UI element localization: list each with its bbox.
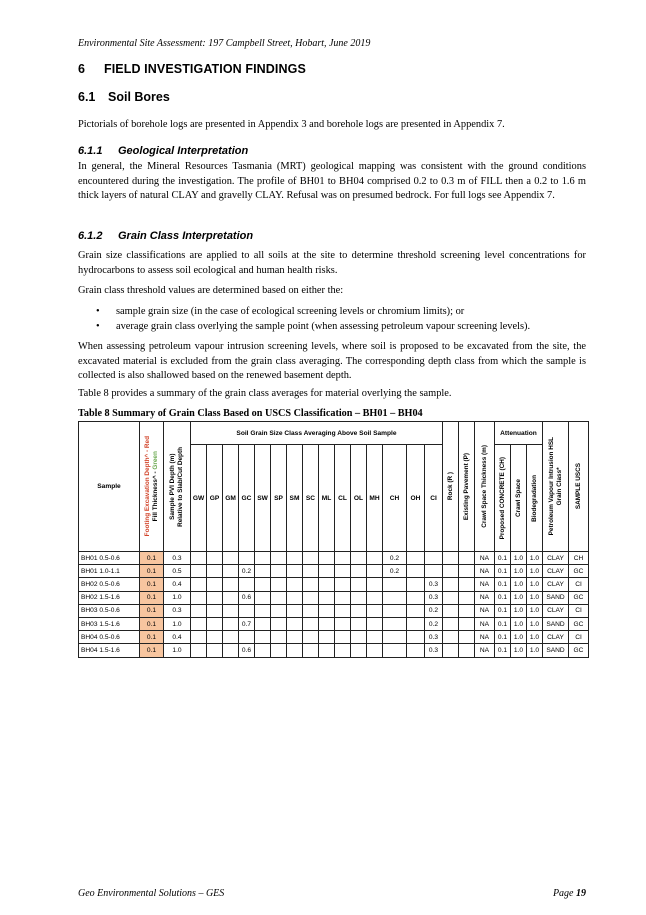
cell-hsl-grain-class: CLAY: [543, 631, 569, 644]
cell-soil-value: [367, 631, 383, 644]
section-number: 6: [78, 62, 86, 76]
cell-sample-uscs: CH: [569, 552, 589, 565]
header-soil-col: MH: [367, 445, 383, 552]
header-soil-col: CH: [383, 445, 407, 552]
cell-soil-value: [287, 604, 303, 617]
cell-soil-value: [255, 644, 271, 657]
cell-hsl-grain-class: CLAY: [543, 552, 569, 565]
header-crawl-thickness: Crawl Space Thickness (m): [475, 422, 495, 552]
cell-soil-value: [207, 565, 223, 578]
header-pvi-line1: Sample PVI Depth (m): [169, 453, 176, 520]
cell-soil-value: [319, 565, 335, 578]
cell-concrete: 0.1: [495, 552, 511, 565]
geo-paragraph: In general, the Mineral Resources Tasmania (MRT) geological mapping was consistent with the ground conditions encountered during the investigation. The profile of BH01 to BH04 comprised 0.2 to 0.3 m of FILL then a 0.2 to 1.6 m thick layers of natural CLAY and gravelly CLAY. Refusal was on presumed bedrock. For full logs see Appendix 7.: [78, 161, 586, 202]
cell-soil-value: [271, 565, 287, 578]
cell-soil-value: [407, 591, 425, 604]
cell-soil-value: [351, 604, 367, 617]
header-soil-col: CL: [335, 445, 351, 552]
table-row: [79, 591, 589, 604]
header-soil-col: GW: [191, 445, 207, 552]
cell-crawl-space: 1.0: [511, 617, 527, 630]
section-title: FIELD INVESTIGATION FINDINGS: [104, 62, 306, 76]
cell-soil-value: [335, 578, 351, 591]
cell-soil-value: [255, 565, 271, 578]
header-soil-col: SW: [255, 445, 271, 552]
cell-crawl-thickness: NA: [475, 565, 495, 578]
cell-soil-value: [319, 631, 335, 644]
section-heading: [78, 62, 306, 76]
cell-sample-uscs: GC: [569, 617, 589, 630]
cell-soil-value: [287, 565, 303, 578]
cell-sample-uscs: CI: [569, 578, 589, 591]
cell-soil-value: [191, 552, 207, 565]
cell-soil-value: [223, 552, 239, 565]
geo-heading: [78, 145, 248, 157]
cell-sample: BH04 0.5-0.6: [79, 631, 140, 644]
cell-soil-value: [223, 565, 239, 578]
cell-soil-value: [319, 644, 335, 657]
header-hsl-grain-class: Petroleum Vapour Intrusion HSL Grain Class*: [543, 422, 569, 552]
cell-biodegradation: 1.0: [527, 552, 543, 565]
cell-hsl-grain-class: CLAY: [543, 578, 569, 591]
intro-paragraph: Pictorials of borehole logs are presented in Appendix 3 and borehole logs are presented in Appendix 7.: [78, 119, 505, 130]
grain-paragraph-3: When assessing petroleum vapour intrusion screening levels, where soil is proposed to be excavated from the site, the excavated material is excluded from the grain class averaging. The corresponding depth class from which the sample is collected is also shallowed based on the renewed basement depth.: [78, 341, 586, 382]
cell-soil-value: [335, 617, 351, 630]
cell-soil-value: [335, 644, 351, 657]
table-row: [79, 644, 589, 657]
cell-pavement: [459, 565, 475, 578]
cell-biodegradation: 1.0: [527, 644, 543, 657]
grain-class-table: [78, 421, 589, 658]
cell-soil-value: [223, 578, 239, 591]
cell-soil-value: [191, 617, 207, 630]
cell-soil-value: [207, 604, 223, 617]
subsection-title: Soil Bores: [108, 90, 170, 104]
cell-soil-value: [207, 631, 223, 644]
cell-sample: BH04 1.5-1.6: [79, 644, 140, 657]
cell-concrete: 0.1: [495, 578, 511, 591]
cell-soil-value: [271, 552, 287, 565]
header-pavement: Existing Pavement (P): [459, 422, 475, 552]
cell-biodegradation: 1.0: [527, 617, 543, 630]
header-soil-col: ML: [319, 445, 335, 552]
cell-soil-value: [351, 552, 367, 565]
cell-soil-value: [407, 604, 425, 617]
header-attenuation-group: Attenuation: [495, 422, 543, 445]
cell-soil-value: 0.6: [239, 591, 255, 604]
cell-biodegradation: 1.0: [527, 604, 543, 617]
cell-soil-value: [287, 591, 303, 604]
grain-paragraph-4: Table 8 provides a summary of the grain class averages for material overlying the sample.: [78, 388, 452, 399]
bullet-text: sample grain size (in the case of ecological screening levels or chromium limits); or: [116, 306, 465, 317]
cell-fill-depth: 0.1: [140, 591, 164, 604]
cell-sample-uscs: GC: [569, 565, 589, 578]
header-fill-green: Green: [151, 451, 159, 470]
cell-soil-value: [367, 604, 383, 617]
cell-soil-value: 0.3: [425, 631, 443, 644]
cell-soil-value: [287, 552, 303, 565]
header-soil-col: GC: [239, 445, 255, 552]
cell-soil-value: [303, 631, 319, 644]
cell-soil-value: 0.2: [383, 552, 407, 565]
cell-soil-value: [207, 644, 223, 657]
cell-soil-value: 0.3: [425, 644, 443, 657]
cell-soil-value: [223, 604, 239, 617]
cell-soil-value: [223, 631, 239, 644]
cell-soil-value: [319, 591, 335, 604]
cell-pvi-depth: 1.0: [164, 644, 191, 657]
cell-biodegradation: 1.0: [527, 631, 543, 644]
cell-soil-value: [335, 591, 351, 604]
cell-sample: BH02 1.5-1.6: [79, 591, 140, 604]
table-row: [79, 565, 589, 578]
cell-soil-value: [303, 565, 319, 578]
cell-soil-value: [335, 565, 351, 578]
cell-soil-value: [407, 552, 425, 565]
cell-fill-depth: 0.1: [140, 617, 164, 630]
footer-page: Page 19: [552, 888, 586, 899]
header-pvi-line2: Relative to Slab/Cut Depth: [177, 446, 184, 527]
cell-soil-value: [207, 578, 223, 591]
header-soil-group: Soil Grain Size Class Averaging Above Soil Sample: [191, 422, 443, 445]
bullet-icon: •: [96, 306, 100, 317]
cell-soil-value: [319, 578, 335, 591]
cell-soil-value: [303, 644, 319, 657]
header-soil-col: OH: [407, 445, 425, 552]
cell-pavement: [459, 591, 475, 604]
header-footing-red: Footing Excavation Depth^ - Red: [143, 436, 151, 537]
header-soil-col: GP: [207, 445, 223, 552]
cell-sample: BH01 1.0-1.1: [79, 565, 140, 578]
cell-rock: [443, 617, 459, 630]
cell-soil-value: [239, 604, 255, 617]
cell-soil-value: [407, 565, 425, 578]
cell-pavement: [459, 578, 475, 591]
cell-soil-value: [303, 552, 319, 565]
header-soil-col: GM: [223, 445, 239, 552]
cell-soil-value: [287, 631, 303, 644]
cell-soil-value: [425, 565, 443, 578]
cell-concrete: 0.1: [495, 565, 511, 578]
cell-soil-value: [271, 604, 287, 617]
cell-soil-value: [367, 591, 383, 604]
cell-soil-value: [335, 631, 351, 644]
page-number: 19: [576, 888, 586, 899]
cell-soil-value: [271, 591, 287, 604]
cell-sample-uscs: CI: [569, 631, 589, 644]
header-concrete: Proposed CONCRETE (CH): [495, 445, 511, 552]
cell-soil-value: [271, 631, 287, 644]
cell-soil-value: [351, 631, 367, 644]
cell-soil-value: [319, 552, 335, 565]
cell-crawl-space: 1.0: [511, 604, 527, 617]
cell-soil-value: 0.6: [239, 644, 255, 657]
cell-soil-value: [207, 591, 223, 604]
cell-soil-value: [367, 565, 383, 578]
cell-soil-value: [351, 591, 367, 604]
cell-pavement: [459, 644, 475, 657]
cell-sample: BH01 0.5-0.6: [79, 552, 140, 565]
cell-soil-value: [425, 552, 443, 565]
cell-soil-value: 0.3: [425, 591, 443, 604]
running-header: Environmental Site Assessment: 197 Campbell Street, Hobart, June 2019: [78, 38, 371, 49]
cell-soil-value: [319, 604, 335, 617]
cell-rock: [443, 552, 459, 565]
cell-soil-value: [383, 644, 407, 657]
geo-title: Geological Interpretation: [118, 145, 249, 157]
cell-pavement: [459, 604, 475, 617]
cell-crawl-thickness: NA: [475, 591, 495, 604]
cell-soil-value: [191, 604, 207, 617]
cell-soil-value: 0.2: [425, 617, 443, 630]
header-footing-depth: [140, 422, 164, 552]
cell-pvi-depth: 0.3: [164, 604, 191, 617]
cell-crawl-space: 1.0: [511, 644, 527, 657]
cell-soil-value: [239, 578, 255, 591]
cell-sample-uscs: GC: [569, 591, 589, 604]
cell-soil-value: [255, 591, 271, 604]
cell-soil-value: [367, 644, 383, 657]
header-fill-thickness: Fill Thickness^ -: [151, 469, 159, 522]
cell-soil-value: [223, 617, 239, 630]
cell-crawl-thickness: NA: [475, 578, 495, 591]
cell-concrete: 0.1: [495, 604, 511, 617]
cell-pavement: [459, 617, 475, 630]
cell-soil-value: [351, 578, 367, 591]
cell-hsl-grain-class: CLAY: [543, 565, 569, 578]
cell-pvi-depth: 1.0: [164, 617, 191, 630]
cell-soil-value: [383, 591, 407, 604]
subsection-heading: [78, 90, 170, 104]
cell-rock: [443, 631, 459, 644]
cell-pvi-depth: 0.4: [164, 578, 191, 591]
cell-crawl-space: 1.0: [511, 578, 527, 591]
cell-soil-value: [223, 591, 239, 604]
cell-concrete: 0.1: [495, 617, 511, 630]
cell-sample: BH03 0.5-0.6: [79, 604, 140, 617]
cell-pvi-depth: 0.4: [164, 631, 191, 644]
cell-fill-depth: 0.1: [140, 552, 164, 565]
cell-soil-value: [303, 591, 319, 604]
grain-paragraph-1: Grain size classifications are applied to all soils at the site to determine threshold screening level concentrations for hydrocarbons to assess soil ecological and human health risks.: [78, 250, 586, 276]
cell-soil-value: [287, 617, 303, 630]
cell-soil-value: [255, 578, 271, 591]
header-sample: Sample: [79, 422, 140, 552]
cell-rock: [443, 644, 459, 657]
cell-pvi-depth: 1.0: [164, 591, 191, 604]
cell-hsl-grain-class: CLAY: [543, 604, 569, 617]
footer-left: Geo Environmental Solutions – GES: [78, 888, 225, 899]
cell-crawl-space: 1.0: [511, 552, 527, 565]
cell-soil-value: [303, 578, 319, 591]
cell-fill-depth: 0.1: [140, 644, 164, 657]
cell-pvi-depth: 0.3: [164, 552, 191, 565]
grain-title: Grain Class Interpretation: [118, 230, 254, 242]
cell-concrete: 0.1: [495, 631, 511, 644]
cell-soil-value: [351, 644, 367, 657]
cell-hsl-grain-class: SAND: [543, 644, 569, 657]
cell-fill-depth: 0.1: [140, 631, 164, 644]
header-soil-col: CI: [425, 445, 443, 552]
cell-soil-value: [383, 631, 407, 644]
cell-biodegradation: 1.0: [527, 578, 543, 591]
cell-rock: [443, 604, 459, 617]
table-row: [79, 617, 589, 630]
cell-sample-uscs: CI: [569, 604, 589, 617]
cell-pavement: [459, 631, 475, 644]
cell-crawl-thickness: NA: [475, 644, 495, 657]
cell-soil-value: [191, 644, 207, 657]
cell-sample-uscs: GC: [569, 644, 589, 657]
bullet-icon: •: [96, 321, 100, 332]
cell-rock: [443, 591, 459, 604]
cell-pvi-depth: 0.5: [164, 565, 191, 578]
cell-crawl-thickness: NA: [475, 552, 495, 565]
cell-soil-value: 0.2: [383, 565, 407, 578]
cell-soil-value: [191, 565, 207, 578]
table-body: [79, 552, 589, 658]
cell-soil-value: [351, 565, 367, 578]
cell-sample: BH03 1.5-1.6: [79, 617, 140, 630]
cell-soil-value: [287, 644, 303, 657]
header-rock: Rock (R ): [443, 422, 459, 552]
header-crawl-space: Crawl Space: [511, 445, 527, 552]
cell-hsl-grain-class: SAND: [543, 617, 569, 630]
table-row: [79, 578, 589, 591]
cell-crawl-space: 1.0: [511, 591, 527, 604]
cell-soil-value: [271, 578, 287, 591]
cell-soil-value: 0.2: [239, 565, 255, 578]
cell-soil-value: [383, 604, 407, 617]
table-row: [79, 631, 589, 644]
cell-concrete: 0.1: [495, 591, 511, 604]
cell-soil-value: [207, 617, 223, 630]
cell-biodegradation: 1.0: [527, 591, 543, 604]
grain-heading: [78, 230, 253, 242]
header-soil-col: OL: [351, 445, 367, 552]
cell-pavement: [459, 552, 475, 565]
cell-soil-value: [223, 644, 239, 657]
cell-soil-value: [303, 604, 319, 617]
table-row: [79, 552, 589, 565]
cell-soil-value: [319, 617, 335, 630]
cell-crawl-space: 1.0: [511, 565, 527, 578]
cell-fill-depth: 0.1: [140, 578, 164, 591]
cell-soil-value: [271, 644, 287, 657]
cell-rock: [443, 565, 459, 578]
table-row: [79, 604, 589, 617]
cell-soil-value: [335, 604, 351, 617]
cell-soil-value: [407, 644, 425, 657]
cell-soil-value: [191, 631, 207, 644]
cell-soil-value: [255, 617, 271, 630]
cell-soil-value: [367, 617, 383, 630]
cell-soil-value: [239, 552, 255, 565]
cell-soil-value: [239, 631, 255, 644]
cell-soil-value: 0.2: [425, 604, 443, 617]
cell-biodegradation: 1.0: [527, 565, 543, 578]
cell-soil-value: [335, 552, 351, 565]
subsection-number: 6.1: [78, 90, 96, 104]
cell-soil-value: [287, 578, 303, 591]
cell-rock: [443, 578, 459, 591]
cell-soil-value: [207, 552, 223, 565]
header-soil-col: SC: [303, 445, 319, 552]
grain-number: 6.1.2: [78, 230, 103, 242]
header-soil-col: SP: [271, 445, 287, 552]
cell-soil-value: [407, 617, 425, 630]
cell-crawl-thickness: NA: [475, 631, 495, 644]
geo-number: 6.1.1: [78, 145, 103, 157]
cell-soil-value: [303, 617, 319, 630]
cell-soil-value: [367, 552, 383, 565]
cell-sample: BH02 0.5-0.6: [79, 578, 140, 591]
cell-concrete: 0.1: [495, 644, 511, 657]
cell-hsl-grain-class: SAND: [543, 591, 569, 604]
grain-paragraph-2: Grain class threshold values are determined based on either the:: [78, 285, 344, 296]
cell-soil-value: [383, 578, 407, 591]
cell-fill-depth: 0.1: [140, 604, 164, 617]
table-caption: Table 8 Summary of Grain Class Based on USCS Classification – BH01 – BH04: [78, 408, 423, 419]
header-soil-col: SM: [287, 445, 303, 552]
cell-fill-depth: 0.1: [140, 565, 164, 578]
cell-crawl-thickness: NA: [475, 617, 495, 630]
cell-soil-value: [407, 631, 425, 644]
cell-soil-value: [367, 578, 383, 591]
cell-crawl-thickness: NA: [475, 604, 495, 617]
bullet-text: average grain class overlying the sample point (when assessing petroleum vapour screening levels).: [116, 321, 531, 332]
cell-soil-value: 0.7: [239, 617, 255, 630]
cell-soil-value: [255, 604, 271, 617]
cell-soil-value: [271, 617, 287, 630]
cell-soil-value: [255, 552, 271, 565]
cell-soil-value: [351, 617, 367, 630]
cell-crawl-space: 1.0: [511, 631, 527, 644]
cell-soil-value: 0.3: [425, 578, 443, 591]
cell-soil-value: [383, 617, 407, 630]
header-pvi-depth: [164, 422, 191, 552]
cell-soil-value: [191, 578, 207, 591]
cell-soil-value: [191, 591, 207, 604]
cell-soil-value: [255, 631, 271, 644]
header-sample-uscs: SAMPLE USCS: [569, 422, 589, 552]
cell-soil-value: [407, 578, 425, 591]
header-biodegradation: Biodegradation: [527, 445, 543, 552]
